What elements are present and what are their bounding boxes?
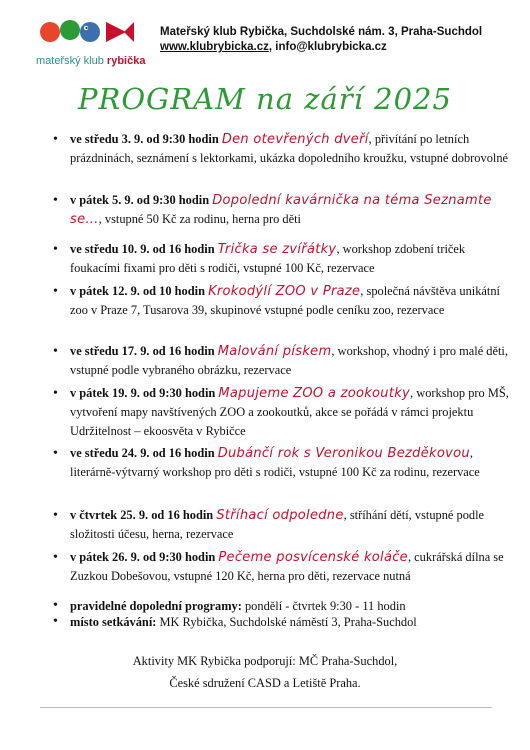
event-item: • ve středu 3. 9. od 9:30 hodin Den otevřených dveří, přivítání po letních prázdninách, seznámení s lektorkami, ukázka dopoledního kroužku, vstupné dobrovolné: [53, 130, 515, 168]
event-item: • ve středu 17. 9. od 16 hodin Malování pískem, workshop, vhodný i pro malé děti, vstupné podle vybraného obrázku, rezervace: [53, 342, 515, 380]
event-item: • v čtvrtek 25. 9. od 16 hodin Stříhací odpoledne, stříhání dětí, vstupné podle složitosti účesu, herna, rezervace: [53, 506, 515, 544]
event-item: • v pátek 26. 9. od 9:30 hodin Pečeme posvícenské koláče, cukrářská dílna se Zuzkou Dobešovou, vstupné 120 Kč, herna pro děti, rezervace nutná: [53, 548, 515, 586]
page-title: PROGRAM na září 2025: [78, 82, 452, 116]
event-item: • v pátek 5. 9. od 9:30 hodin Dopolední kavárnička na téma Seznamte se…, vstupné 50 Kč za rodinu, herna pro děti: [53, 191, 515, 229]
sponsors-line: České sdružení CASD a Letiště Praha.: [169, 676, 361, 690]
org-address: Mateřský klub Rybička, Suchdolské nám. 3, Praha-Suchdol: [160, 26, 483, 38]
event-item: • v pátek 19. 9. od 9:30 hodin Mapujeme ZOO a zookoutky, workshop pro MŠ, vytvoření mapy navštívených ZOO a zookoutků, akce se pořádá v rámci projektu Udržitelnost – ekoosvěta v Rybičce: [53, 384, 515, 441]
divider: [40, 707, 492, 708]
org-info: Mateřský klub Rybička, Suchdolské nám. 3, Praha-Suchdol www.klubrybicka.cz, info@klubrybicka.cz: [160, 26, 483, 53]
event-item: • v pátek 12. 9. od 10 hodin Krokodýlí ZOO v Praze, společná návštěva unikátní zoo v Praze 7, Tusarova 39, skupinové vstupné podle ceníku zoo, rezervace: [53, 282, 515, 320]
event-item: • ve středu 10. 9. od 16 hodin Trička se zvířátky, workshop zdobení triček foukacími fixami pro děti s rodiči, vstupné 100 Kč, rezervace: [53, 240, 515, 278]
website-link[interactable]: www.klubrybicka.cz: [160, 41, 269, 53]
logo-text: mateřský klub rybička: [36, 55, 146, 67]
sponsors-note: [0, 650, 530, 694]
event-item: • ve středu 24. 9. od 16 hodin Dubánčí rok s Veronikou Bezděkovou, literárně-výtvarný workshop pro děti s rodiči, vstupné 100 Kč za rodinu, rezervace: [53, 444, 515, 482]
sponsors-line: Aktivity MK Rybička podporují: MČ Praha-Suchdol,: [132, 654, 398, 668]
info-list: [53, 598, 498, 630]
list-item: • místo setkávání: MK Rybička, Suchdolské náměstí 3, Praha-Suchdol: [53, 614, 498, 630]
list-item: • pravidelné dopolední programy: pondělí - čtvrtek 9:30 - 11 hodin: [53, 598, 498, 614]
rybicka-logo-icon: [36, 16, 136, 56]
email-link[interactable]: info@klubrybicka.cz: [275, 41, 387, 53]
header: [0, 0, 530, 80]
